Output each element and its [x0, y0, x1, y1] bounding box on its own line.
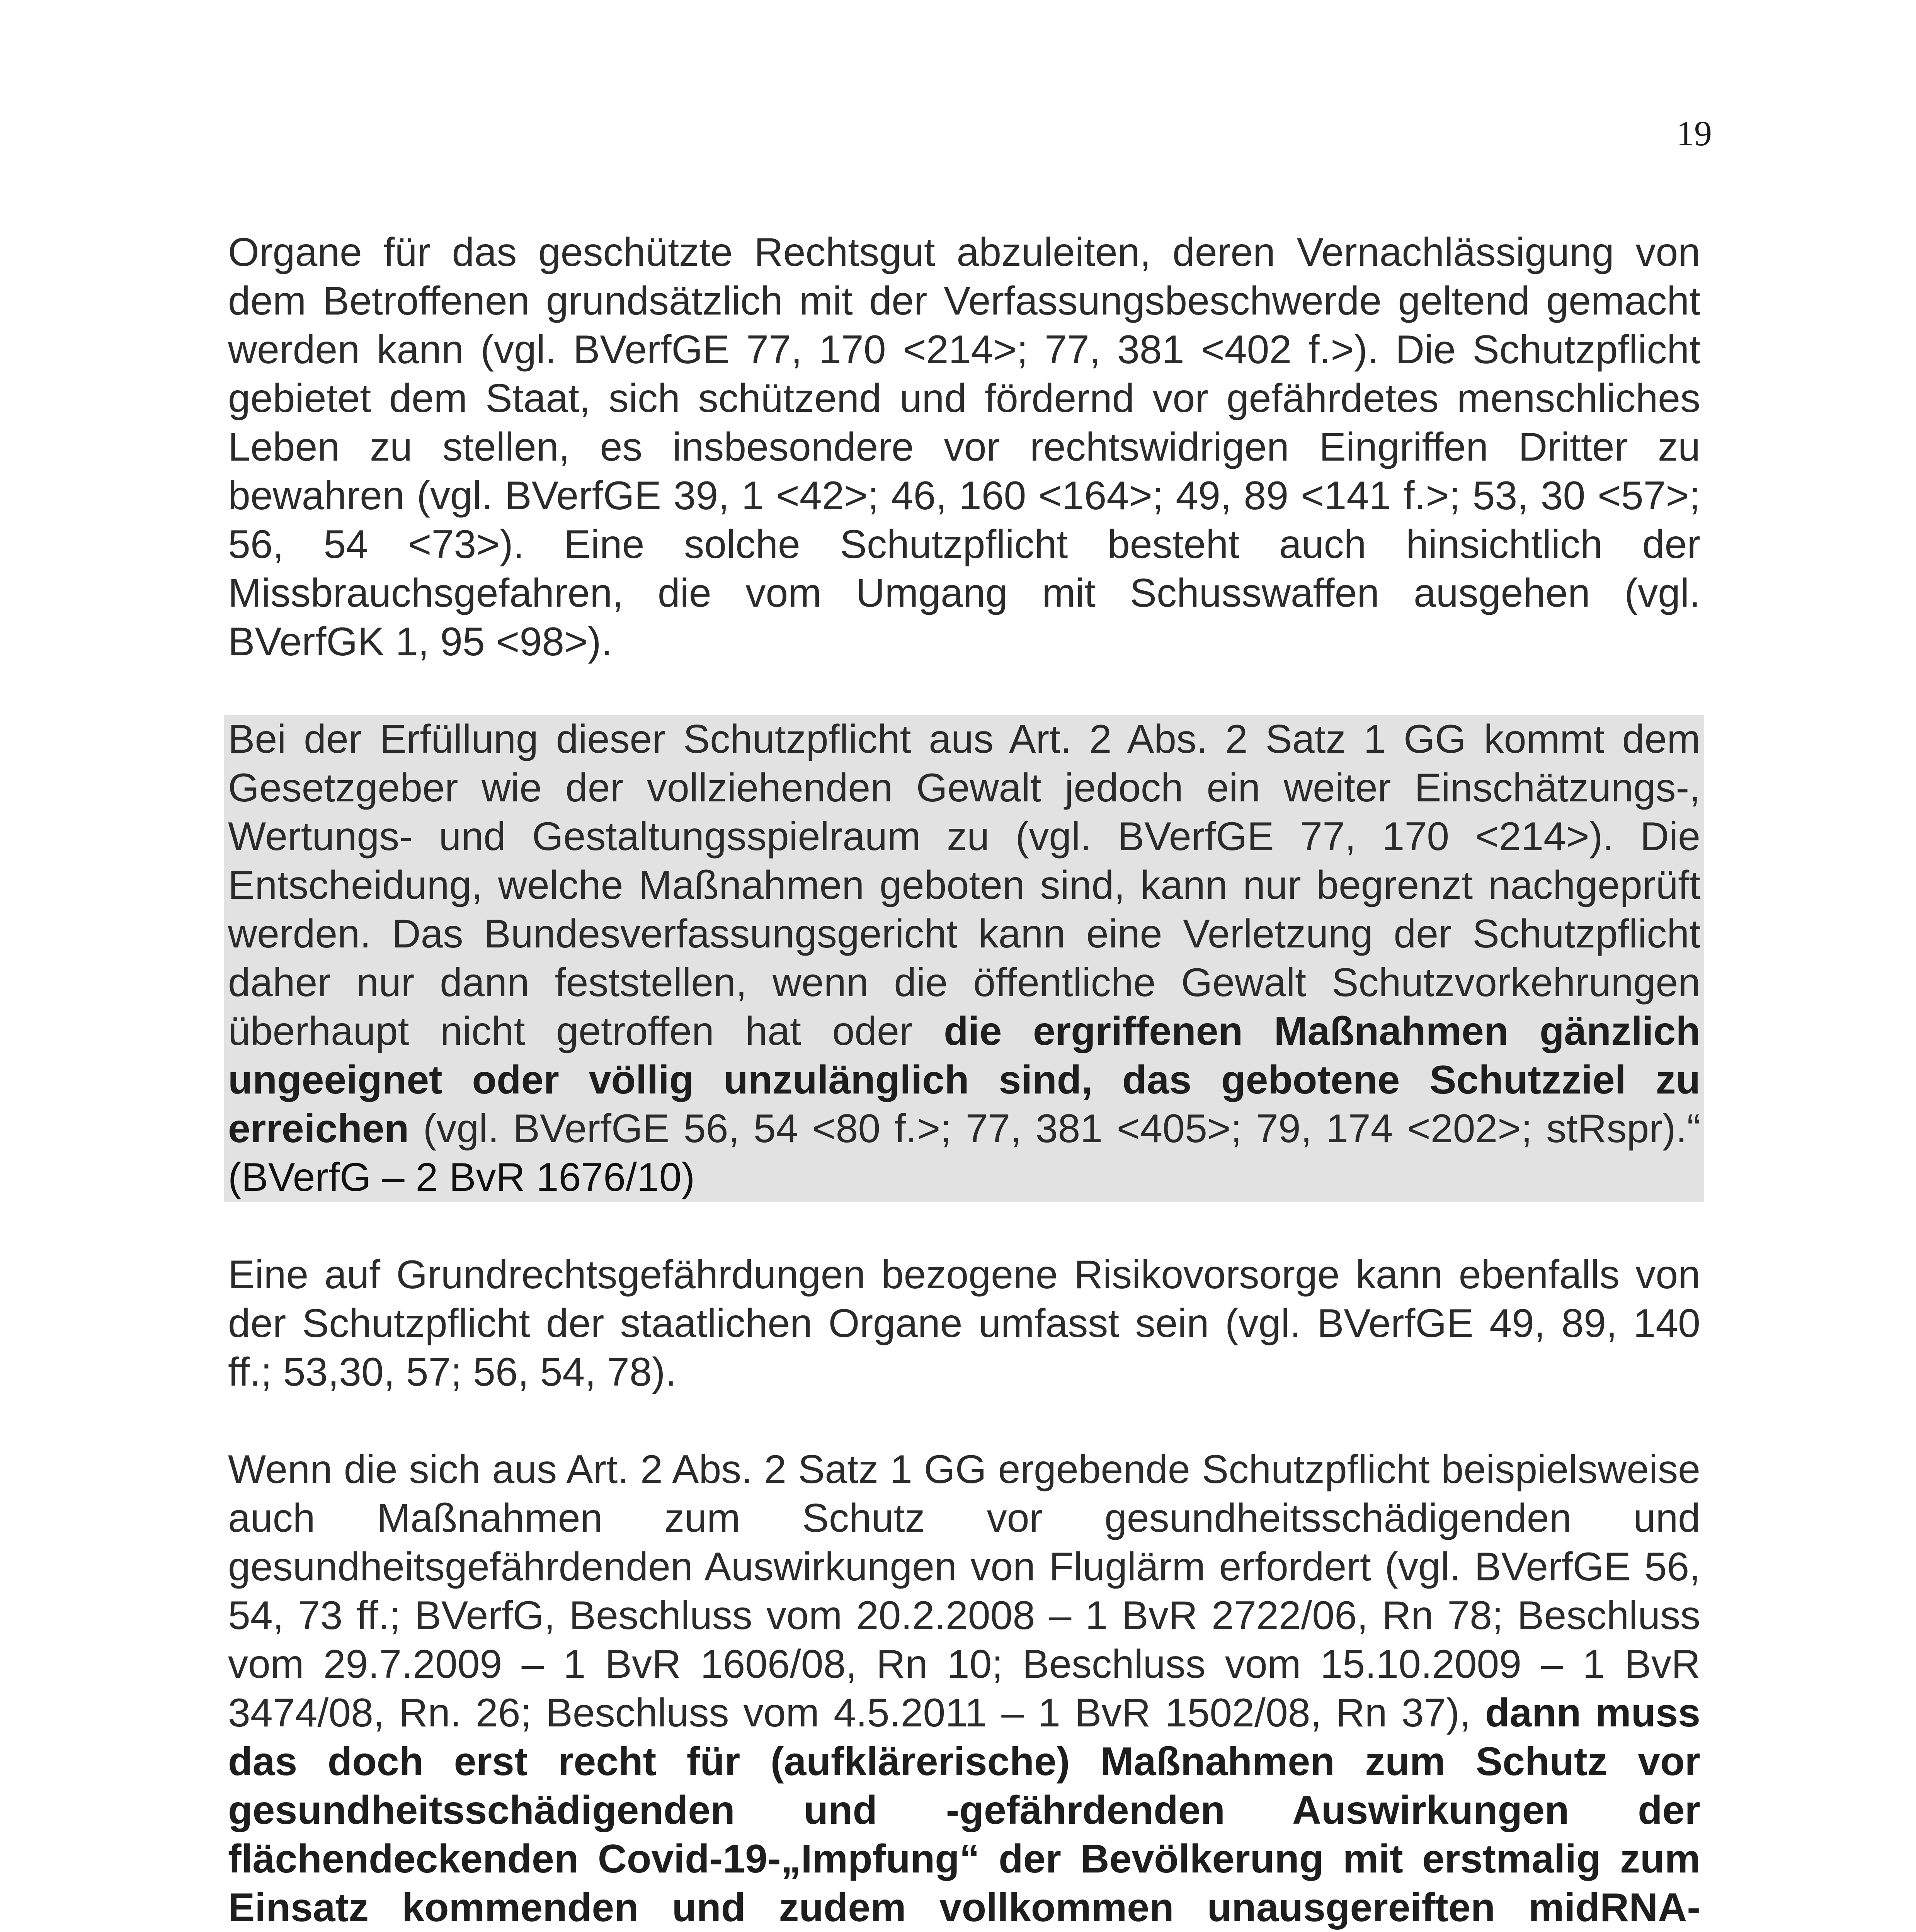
quote-text-part-2: (vgl. BVerfGE 56, 54 <80 f.>; 77, 381 <405>; 79, 174 <202>; stRspr).“	[423, 1106, 1700, 1151]
quote-bold-phrase: die ergriffenen Maßnahmen gänzlich ungeeignet oder völlig unzulänglich sind, das gebotene Schutzziel zu erreichen	[228, 1009, 1700, 1151]
paragraph-schutzpflicht-intro: Organe für das geschützte Rechtsgut abzuleiten, deren Vernachlässigung von dem Betroffenen grundsätzlich mit der Verfassungsbeschwerde geltend gemacht werden kann (vgl. BVerfGE 77, 170 <214>; 77, 381 <402 f.>). Die Schutzpflicht gebietet dem Staat, sich schützend und fördernd vor gefährdetes menschliches Leben zu stellen, es insbesondere vor rechtswidrigen Eingriffen Dritter zu bewahren (vgl. BVerfGE 39, 1 <42>; 46, 160 <164>; 49, 89 <141 f.>; 53, 30 <57>; 56, 54 <73>). Eine solche Schutzpflicht besteht auch hinsichtlich der Missbrauchsgefahren, die vom Umgang mit Schusswaffen ausgehen (vgl. BVerfGK 1, 95 <98>).	[228, 230, 1700, 664]
paragraph-fluglaerm	[228, 1445, 1700, 1932]
highlighted-quote	[224, 715, 1704, 1202]
fluglaerm-bold-conclusion: dann muss das doch erst recht für (aufklärerische) Maßnahmen zum Schutz vor gesundheitsschädigenden und -gefährdenden Auswirkungen der flächendeckenden Covid-19-„Impfung“ der Bevölkerung mit erstmalig zum Einsatz kommenden und zudem vollkommen unausgereiften midRNA-	[228, 1690, 1700, 1930]
document-body	[228, 228, 1700, 1932]
fluglaerm-text: Wenn die sich aus Art. 2 Abs. 2 Satz 1 GG ergebende Schutzpflicht beispielsweise auch Maßnahmen zum Schutz vor gesundheitsschädigenden und gesundheitsgefährdenden Auswirkungen von Fluglärm erfordert (vgl. BVerfGE 56, 54, 73 ff.; BVerfG, Beschluss vom 20.2.2008 – 1 BvR 2722/06, Rn 78; Beschluss vom 29.7.2009 – 1 BvR 1606/08, Rn 10; Beschluss vom 15.10.2009 – 1 BvR 3474/08, Rn. 26; Beschluss vom 4.5.2011 – 1 BvR 1502/08, Rn 37),	[228, 1447, 1700, 1735]
page-number: 19	[1676, 114, 1712, 153]
quote-citation: (BVerfG – 2 BvR 1676/10)	[228, 1155, 695, 1200]
quote-text-part-1: Bei der Erfüllung dieser Schutzpflicht aus Art. 2 Abs. 2 Satz 1 GG kommt dem Gesetzgeber wie der vollziehenden Gewalt jedoch ein weiter Einschätzungs-, Wertungs- und Gestaltungsspielraum zu (vgl. BVerfGE 77, 170 <214>). Die Entscheidung, welche Maßnahmen geboten sind, kann nur begrenzt nachgeprüft werden. Das Bundesverfassungsgericht kann eine Verletzung der Schutzpflicht daher nur dann feststellen, wenn die öffentliche Gewalt Schutzvorkehrungen überhaupt nicht getroffen hat oder	[228, 717, 1700, 1054]
paragraph-risikovorsorge: Eine auf Grundrechtsgefährdungen bezogene Risikovorsorge kann ebenfalls von der Schutzpflicht der staatlichen Organe umfasst sein (vgl. BVerfGE 49, 89, 140 ff.; 53,30, 57; 56, 54, 78).	[228, 1252, 1700, 1395]
